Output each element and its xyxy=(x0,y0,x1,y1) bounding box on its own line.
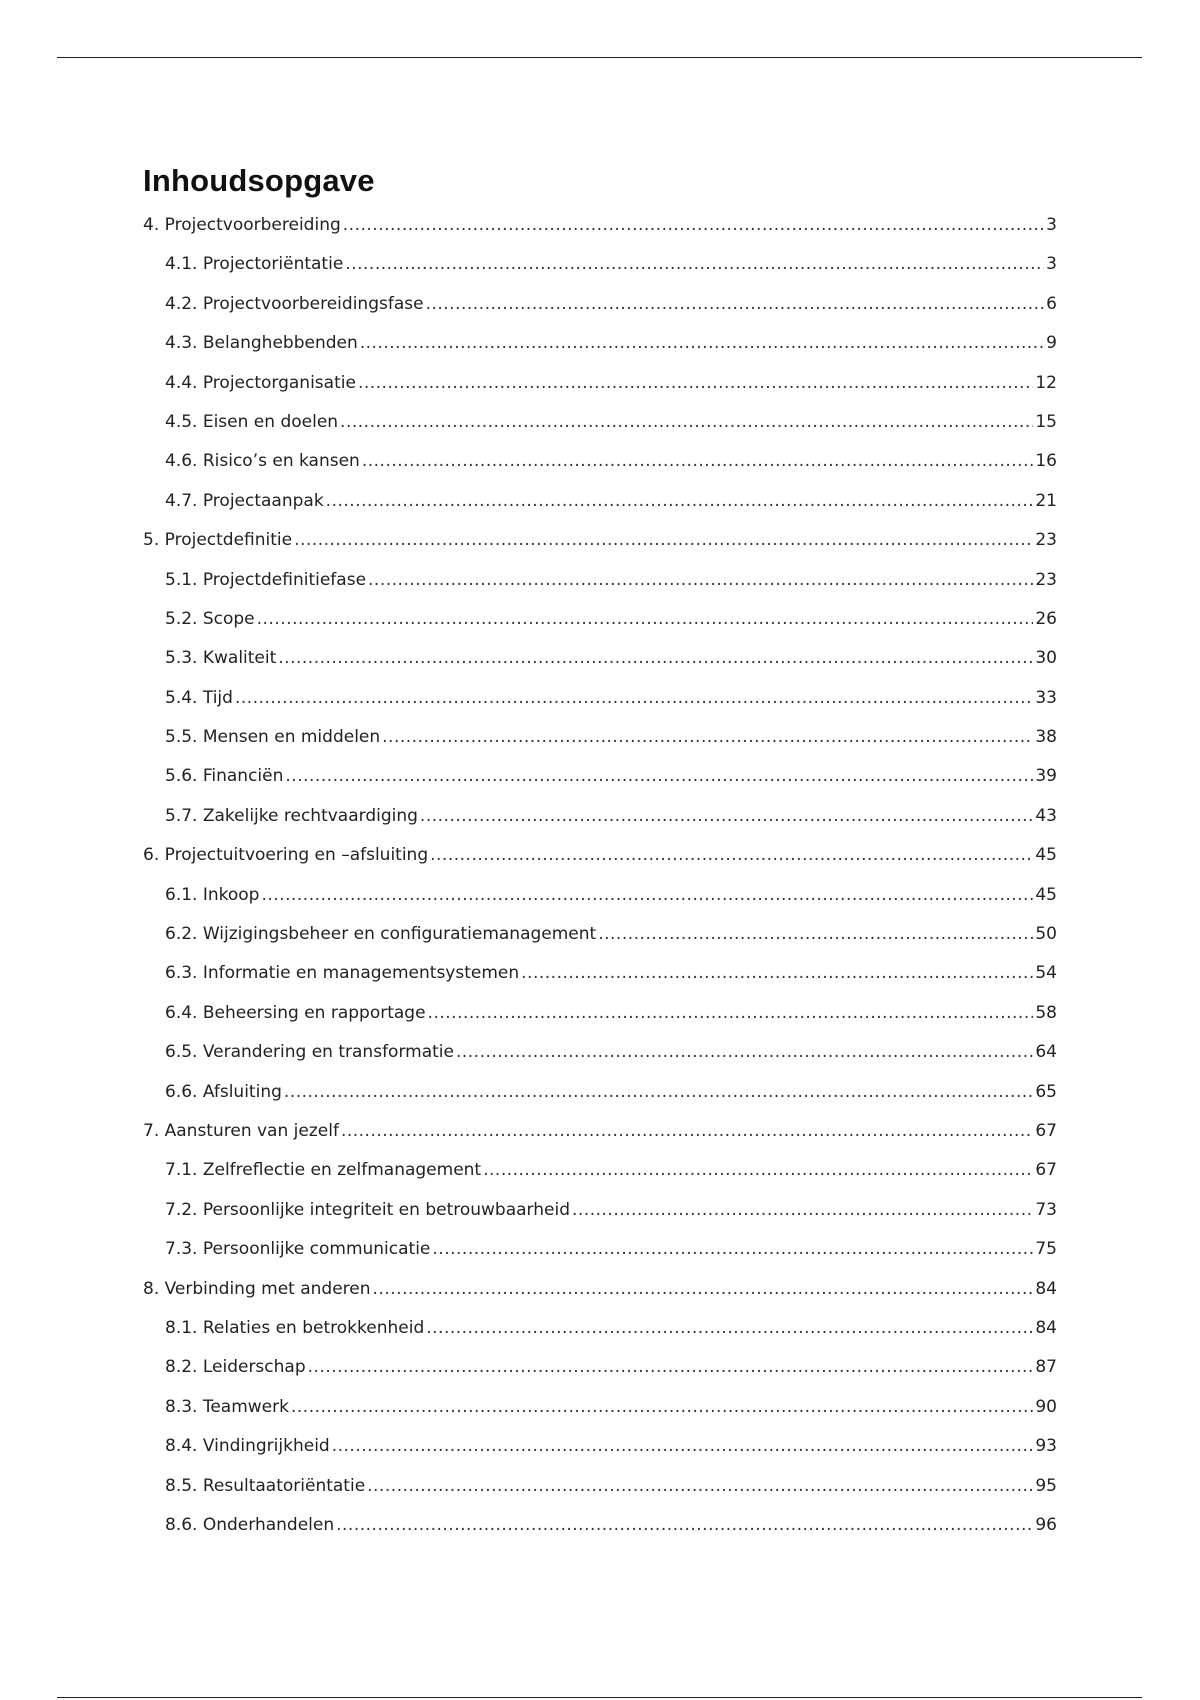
toc-dot-leader xyxy=(343,215,1044,235)
toc-subentry[interactable] xyxy=(143,963,1057,1002)
toc-subentry[interactable] xyxy=(143,609,1057,648)
toc-entry-label: 7. Aansturen van jezelf xyxy=(143,1120,339,1141)
toc-page-number: 38 xyxy=(1035,727,1057,748)
toc-entry-label: 4.3. Belanghebbenden xyxy=(165,333,358,354)
toc-dot-leader xyxy=(341,1121,1033,1141)
toc-subentry[interactable] xyxy=(143,1160,1057,1199)
toc-dot-leader xyxy=(308,1357,1034,1377)
toc-entry-label: 5.5. Mensen en middelen xyxy=(165,727,381,748)
toc-subentry[interactable] xyxy=(143,491,1057,530)
toc-page-number: 54 xyxy=(1035,963,1057,984)
toc-page-number: 45 xyxy=(1035,845,1057,866)
toc-chapter-entry[interactable] xyxy=(143,530,1057,569)
toc-entry-label: 6.6. Afsluiting xyxy=(165,1081,282,1102)
toc-dot-leader xyxy=(521,963,1033,983)
toc-page-number: 73 xyxy=(1035,1199,1057,1220)
toc-entry-label: 5.1. Projectdefinitiefase xyxy=(165,569,367,590)
toc-subentry[interactable] xyxy=(143,727,1057,766)
toc-dot-leader xyxy=(426,1318,1033,1338)
toc-dot-leader xyxy=(382,727,1033,747)
toc-entry-label: 8.1. Relaties en betrokkenheid xyxy=(165,1317,425,1338)
toc-entry-label: 7.2. Persoonlijke integriteit en betrouwbaarheid xyxy=(165,1199,570,1220)
toc-entry-label: 6.3. Informatie en managementsystemen xyxy=(165,963,520,984)
toc-page-number: 96 xyxy=(1035,1514,1057,1535)
toc-dot-leader xyxy=(426,294,1045,314)
toc-dot-leader xyxy=(432,1239,1033,1259)
toc-page-number: 39 xyxy=(1035,766,1057,787)
toc-subentry[interactable] xyxy=(143,1476,1057,1515)
toc-dot-leader xyxy=(278,648,1033,668)
toc-dot-leader xyxy=(332,1436,1034,1456)
toc-page-number: 67 xyxy=(1035,1120,1057,1141)
toc-entry-label: 4.6. Risico’s en kansen xyxy=(165,451,360,472)
toc-page-number: 43 xyxy=(1035,805,1057,826)
toc-subentry[interactable] xyxy=(143,1357,1057,1396)
toc-subentry[interactable] xyxy=(143,1318,1057,1357)
toc-subentry[interactable] xyxy=(143,1003,1057,1042)
toc-subentry[interactable] xyxy=(143,373,1057,412)
table-of-contents xyxy=(143,215,1057,1554)
toc-dot-leader xyxy=(294,530,1033,550)
toc-dot-leader xyxy=(428,1003,1034,1023)
toc-entry-label: 4.1. Projectoriëntatie xyxy=(165,254,344,275)
toc-dot-leader xyxy=(483,1160,1033,1180)
toc-dot-leader xyxy=(358,373,1033,393)
toc-subentry[interactable] xyxy=(143,1397,1057,1436)
toc-subentry[interactable] xyxy=(143,1436,1057,1475)
toc-dot-leader xyxy=(420,806,1033,826)
toc-entry-label: 7.1. Zelfreflectie en zelfmanagement xyxy=(165,1160,482,1181)
toc-page-number: 50 xyxy=(1035,924,1057,945)
toc-entry-label: 5.6. Financiën xyxy=(165,766,284,787)
toc-page-number: 3 xyxy=(1046,215,1057,235)
toc-entry-label: 5.2. Scope xyxy=(165,608,255,629)
toc-entry-label: 4.2. Projectvoorbereidingsfase xyxy=(165,293,424,314)
toc-dot-leader xyxy=(345,254,1044,274)
toc-subentry[interactable] xyxy=(143,412,1057,451)
toc-entry-label: 6.4. Beheersing en rapportage xyxy=(165,1002,426,1023)
toc-subentry[interactable] xyxy=(143,648,1057,687)
toc-entry-label: 8.6. Onderhandelen xyxy=(165,1514,335,1535)
toc-dot-leader xyxy=(373,1279,1034,1299)
toc-dot-leader xyxy=(235,688,1033,708)
toc-dot-leader xyxy=(430,845,1033,865)
toc-page-number: 64 xyxy=(1035,1042,1057,1063)
toc-entry-label: 8.2. Leiderschap xyxy=(165,1357,306,1378)
toc-page-number: 95 xyxy=(1035,1475,1057,1496)
toc-entry-label: 8.3. Teamwerk xyxy=(165,1396,289,1417)
toc-page-number: 84 xyxy=(1035,1278,1057,1299)
toc-dot-leader xyxy=(257,609,1034,629)
toc-entry-label: 7.3. Persoonlijke communicatie xyxy=(165,1239,431,1260)
toc-subentry[interactable] xyxy=(143,688,1057,727)
toc-subentry[interactable] xyxy=(143,766,1057,805)
toc-page-number: 65 xyxy=(1035,1081,1057,1102)
toc-subentry[interactable] xyxy=(143,1515,1057,1554)
toc-entry-label: 8.5. Resultaatoriëntatie xyxy=(165,1475,366,1496)
toc-entry-label: 6.2. Wijzigingsbeheer en configuratiemanagement xyxy=(165,924,597,945)
toc-entry-label: 6.1. Inkoop xyxy=(165,884,260,905)
toc-dot-leader xyxy=(261,885,1033,905)
toc-page-number: 93 xyxy=(1035,1436,1057,1457)
toc-subentry[interactable] xyxy=(143,451,1057,490)
toc-subentry[interactable] xyxy=(143,806,1057,845)
toc-dot-leader xyxy=(291,1397,1033,1417)
toc-dot-leader xyxy=(598,924,1033,944)
footer-rule xyxy=(57,1697,1142,1698)
toc-page-number: 30 xyxy=(1035,648,1057,669)
toc-page-number: 33 xyxy=(1035,687,1057,708)
toc-dot-leader xyxy=(285,766,1033,786)
toc-page-number: 6 xyxy=(1046,293,1057,314)
toc-entry-label: 4. Projectvoorbereiding xyxy=(143,215,341,235)
toc-dot-leader xyxy=(572,1200,1033,1220)
toc-page-number: 12 xyxy=(1035,372,1057,393)
toc-page-number: 9 xyxy=(1046,333,1057,354)
toc-page-number: 3 xyxy=(1046,254,1057,275)
toc-dot-leader xyxy=(326,491,1034,511)
toc-page-number: 23 xyxy=(1035,530,1057,551)
toc-subentry[interactable] xyxy=(143,1082,1057,1121)
toc-dot-leader xyxy=(367,1476,1033,1496)
toc-page-number: 23 xyxy=(1035,569,1057,590)
toc-page-number: 67 xyxy=(1035,1160,1057,1181)
toc-entry-label: 5.4. Tijd xyxy=(165,687,233,708)
toc-entry-label: 4.5. Eisen en doelen xyxy=(165,411,339,432)
toc-subentry[interactable] xyxy=(143,294,1057,333)
toc-subentry[interactable] xyxy=(143,333,1057,372)
header-rule xyxy=(57,57,1142,58)
toc-page-number: 75 xyxy=(1035,1239,1057,1260)
toc-page-number: 45 xyxy=(1035,884,1057,905)
toc-entry-label: 4.7. Projectaanpak xyxy=(165,490,324,511)
toc-dot-leader xyxy=(456,1042,1033,1062)
toc-page-number: 21 xyxy=(1035,490,1057,511)
toc-dot-leader xyxy=(284,1082,1033,1102)
toc-page-number: 26 xyxy=(1035,608,1057,629)
toc-chapter-entry[interactable] xyxy=(143,1121,1057,1160)
toc-chapter-entry[interactable] xyxy=(143,1279,1057,1318)
toc-page-number: 84 xyxy=(1035,1317,1057,1338)
toc-subentry[interactable] xyxy=(143,1239,1057,1278)
toc-entry-label: 4.4. Projectorganisatie xyxy=(165,372,356,393)
toc-entry-label: 8. Verbinding met anderen xyxy=(143,1278,371,1299)
toc-entry-label: 8.4. Vindingrijkheid xyxy=(165,1436,330,1457)
toc-page-number: 16 xyxy=(1035,451,1057,472)
toc-dot-leader xyxy=(362,451,1034,471)
toc-chapter-entry[interactable] xyxy=(143,215,1057,254)
toc-dot-leader xyxy=(360,333,1044,353)
toc-subentry[interactable] xyxy=(143,885,1057,924)
toc-page-number: 58 xyxy=(1035,1002,1057,1023)
toc-subentry[interactable] xyxy=(143,254,1057,293)
toc-entry-label: 6.5. Verandering en transformatie xyxy=(165,1042,454,1063)
toc-entry-label: 5.3. Kwaliteit xyxy=(165,648,277,669)
toc-subentry[interactable] xyxy=(143,570,1057,609)
toc-subentry[interactable] xyxy=(143,1042,1057,1081)
toc-dot-leader xyxy=(336,1515,1033,1535)
page-title: Inhoudsopgave xyxy=(143,163,375,198)
toc-dot-leader xyxy=(368,570,1033,590)
toc-subentry[interactable] xyxy=(143,1200,1057,1239)
toc-page-number: 15 xyxy=(1035,411,1057,432)
toc-chapter-entry[interactable] xyxy=(143,845,1057,884)
toc-page-number: 90 xyxy=(1035,1396,1057,1417)
toc-page-number: 87 xyxy=(1035,1357,1057,1378)
toc-dot-leader xyxy=(340,412,1033,432)
toc-entry-label: 5. Projectdefinitie xyxy=(143,530,293,551)
toc-entry-label: 5.7. Zakelijke rechtvaardiging xyxy=(165,805,418,826)
toc-subentry[interactable] xyxy=(143,924,1057,963)
toc-entry-label: 6. Projectuitvoering en –afsluiting xyxy=(143,845,429,866)
